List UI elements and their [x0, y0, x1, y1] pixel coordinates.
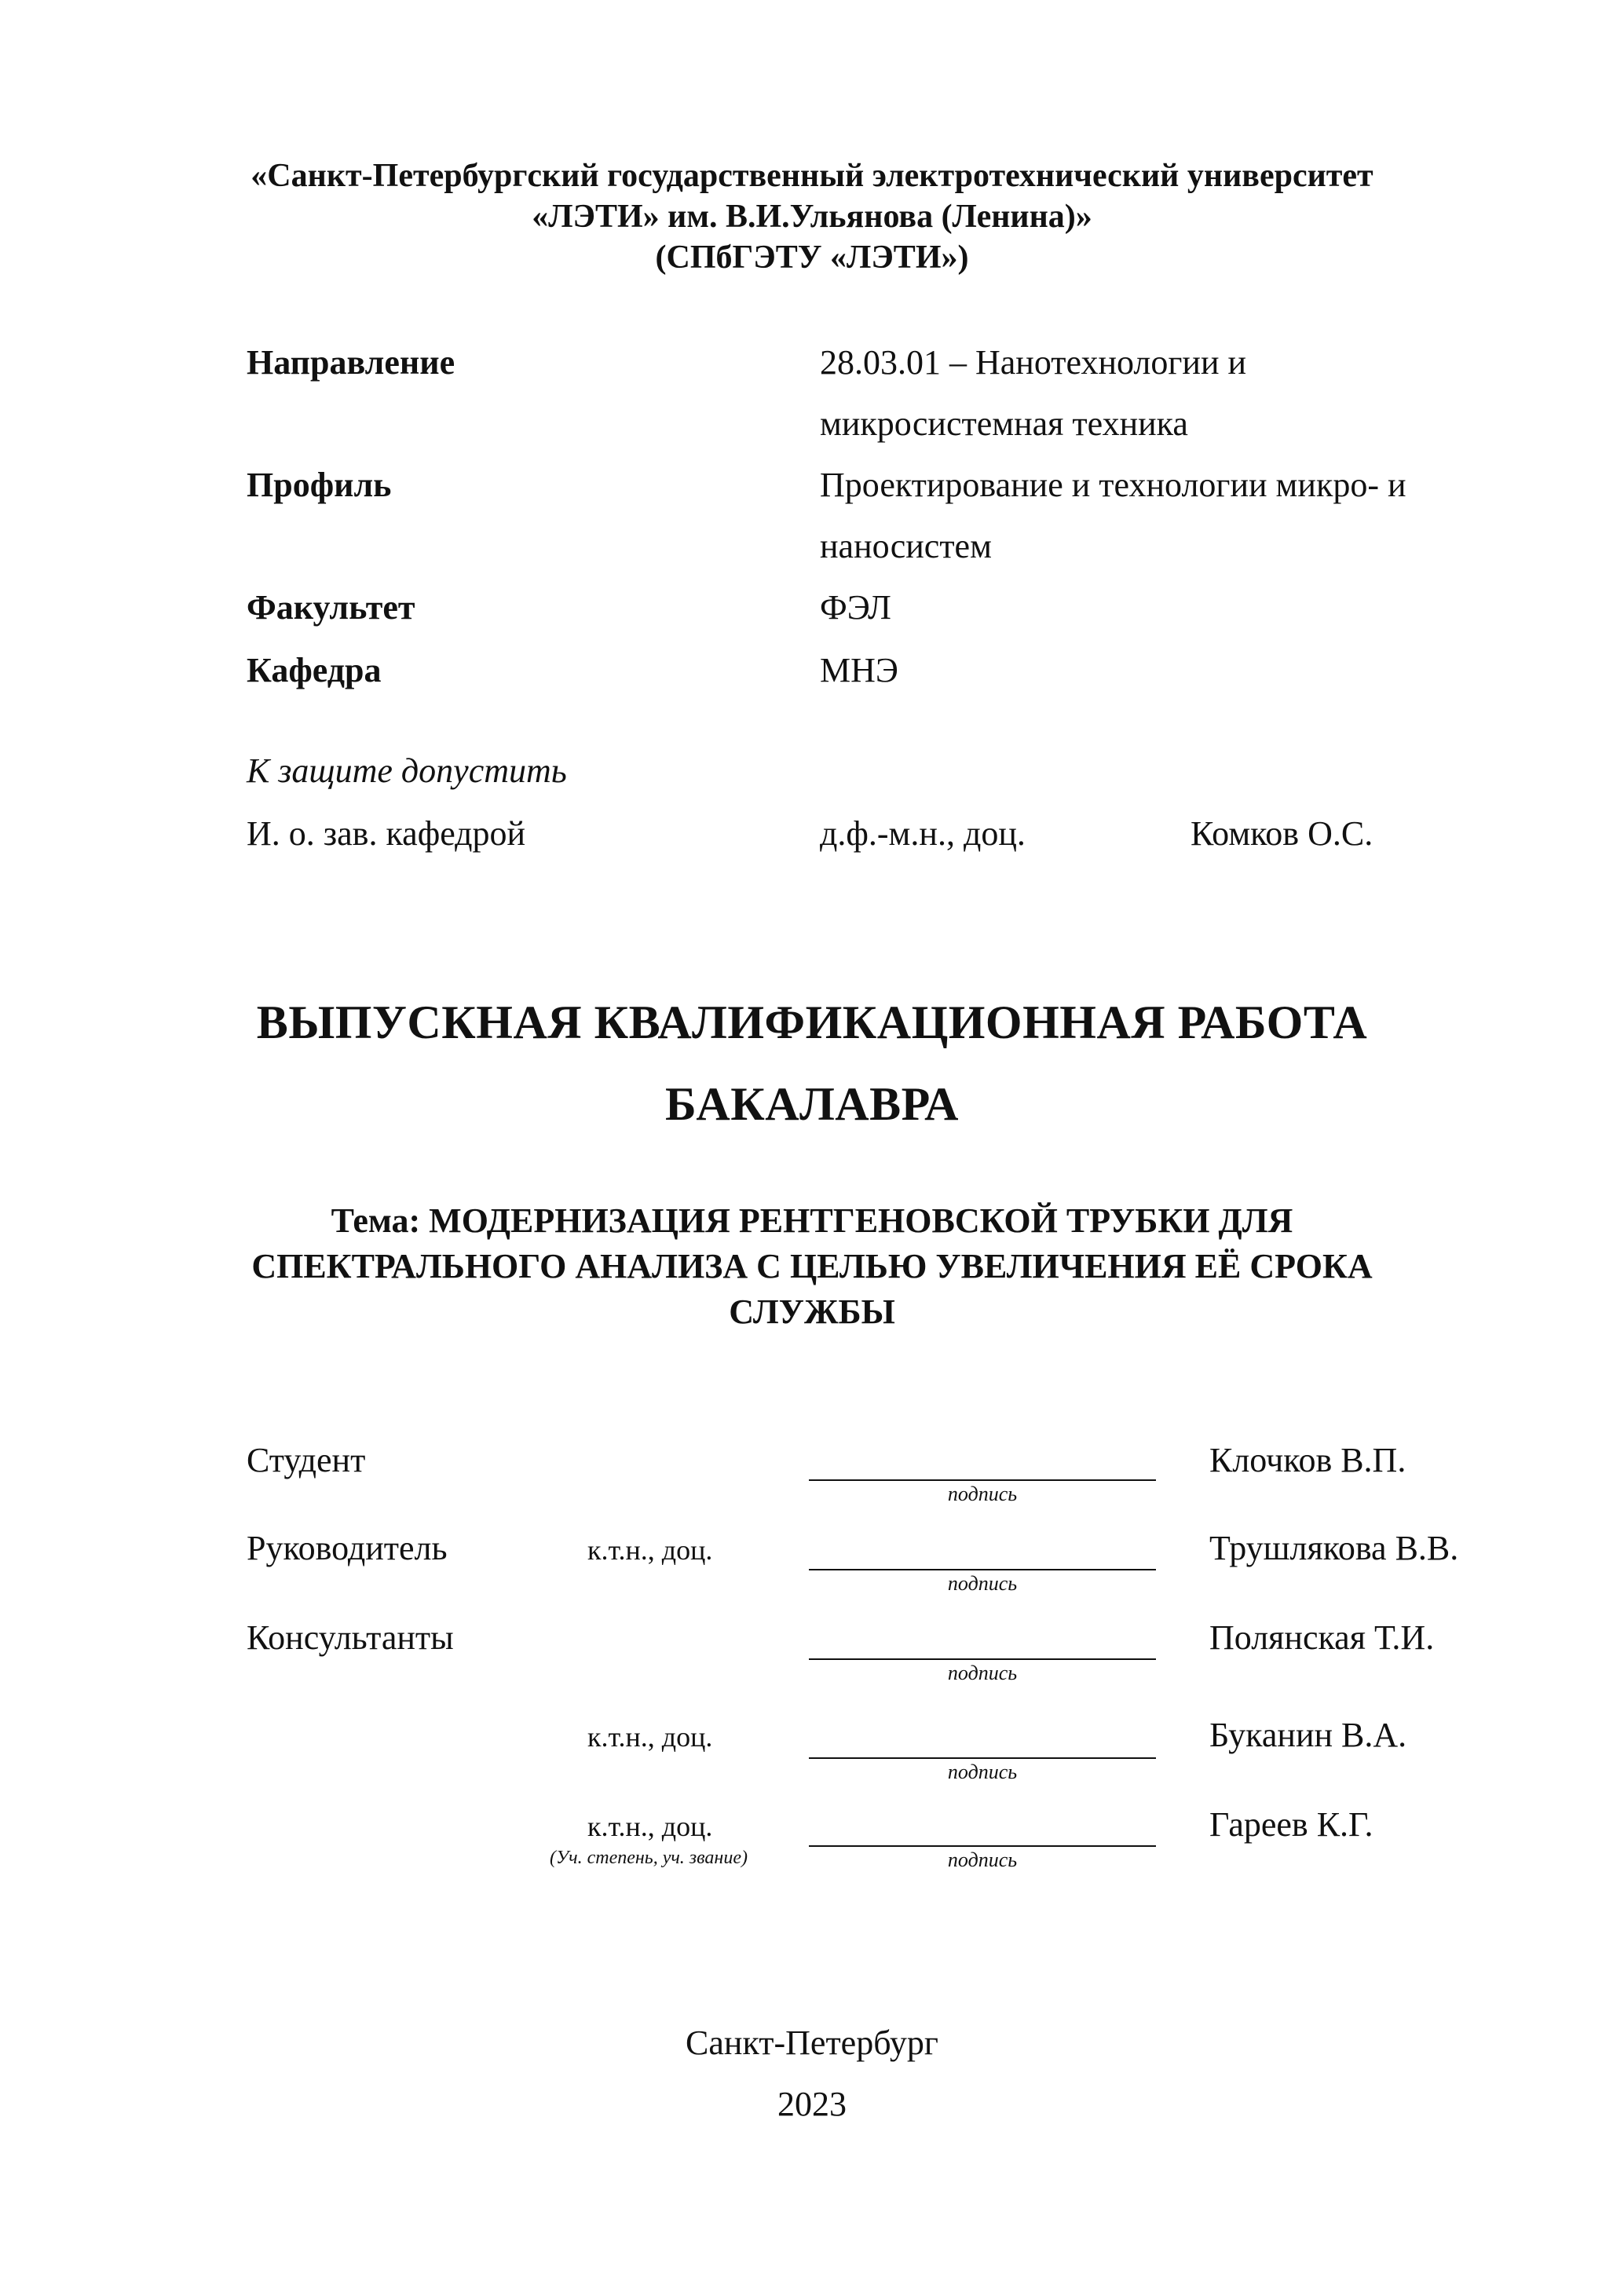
head-of-department-name: Комков О.С. — [1191, 814, 1373, 853]
topic-line-2: СПЕКТРАЛЬНОГО АНАЛИЗА С ЦЕЛЬЮ УВЕЛИЧЕНИЯ ЕЁ СРОКА — [251, 1247, 1373, 1285]
signature-role-consultants: Консультанты — [247, 1618, 454, 1657]
direction-label: Направление — [247, 343, 455, 382]
signature-caption: подпись — [947, 1848, 1018, 1871]
topic-line-3: СЛУЖБЫ — [729, 1292, 895, 1331]
direction-value-line-1: 28.03.01 – Нанотехнологии и — [820, 343, 1247, 382]
profile-value-line-1: Проектирование и технологии микро- и — [820, 466, 1406, 504]
work-title-line-2: БАКАЛАВРА — [665, 1078, 959, 1130]
signature-line — [809, 1845, 1156, 1847]
work-title-line-1: ВЫПУСКНАЯ КВАЛИФИКАЦИОННАЯ РАБОТА — [256, 996, 1368, 1048]
year: 2023 — [777, 2085, 847, 2123]
university-name-line-2: «ЛЭТИ» им. В.И.Ульянова (Ленина)» — [532, 199, 1092, 235]
degree-caption: (Уч. степень, уч. звание) — [550, 1848, 748, 1868]
signature-degree-consultant-3: к.т.н., доц. — [587, 1811, 713, 1842]
signature-line — [809, 1569, 1156, 1570]
signature-caption: подпись — [947, 1662, 1018, 1684]
faculty-value: ФЭЛ — [820, 588, 891, 627]
profile-value-line-2: наносистем — [820, 527, 992, 565]
topic-line-1: Тема: МОДЕРНИЗАЦИЯ РЕНТГЕНОВСКОЙ ТРУБКИ ДЛЯ — [331, 1201, 1293, 1240]
signature-role-supervisor: Руководитель — [247, 1529, 448, 1567]
university-name-line-1: «Санкт-Петербургский государственный электротехнический университет — [251, 158, 1373, 194]
direction-value-line-2: микросистемная техника — [820, 404, 1188, 443]
signature-name-consultant-1: Полянская Т.И. — [1209, 1618, 1435, 1657]
signature-line — [809, 1658, 1156, 1660]
city: Санкт-Петербург — [686, 2024, 938, 2062]
department-value: МНЭ — [820, 651, 898, 689]
head-of-department-degree: д.ф.-м.н., доц. — [820, 814, 1026, 853]
faculty-label: Факультет — [247, 588, 415, 627]
signature-caption: подпись — [947, 1760, 1018, 1783]
signature-name-supervisor: Трушлякова В.В. — [1209, 1529, 1459, 1567]
signature-degree-supervisor: к.т.н., доц. — [587, 1534, 713, 1566]
signature-name-student: Клочков В.П. — [1209, 1441, 1406, 1479]
head-of-department-role: И. о. зав. кафедрой — [247, 814, 526, 853]
university-short-name: (СПбГЭТУ «ЛЭТИ») — [655, 239, 969, 276]
signature-role-student: Студент — [247, 1441, 366, 1479]
signature-caption: подпись — [947, 1572, 1018, 1595]
admit-to-defense: К защите допустить — [247, 751, 567, 790]
profile-label: Профиль — [247, 466, 392, 504]
signature-line — [809, 1479, 1156, 1481]
signature-caption: подпись — [947, 1483, 1018, 1505]
department-label: Кафедра — [247, 651, 382, 689]
signature-degree-consultant-2: к.т.н., доц. — [587, 1721, 713, 1753]
signature-name-consultant-3: Гареев К.Г. — [1209, 1805, 1373, 1844]
signature-name-consultant-2: Буканин В.А. — [1209, 1716, 1407, 1754]
signature-line — [809, 1757, 1156, 1759]
